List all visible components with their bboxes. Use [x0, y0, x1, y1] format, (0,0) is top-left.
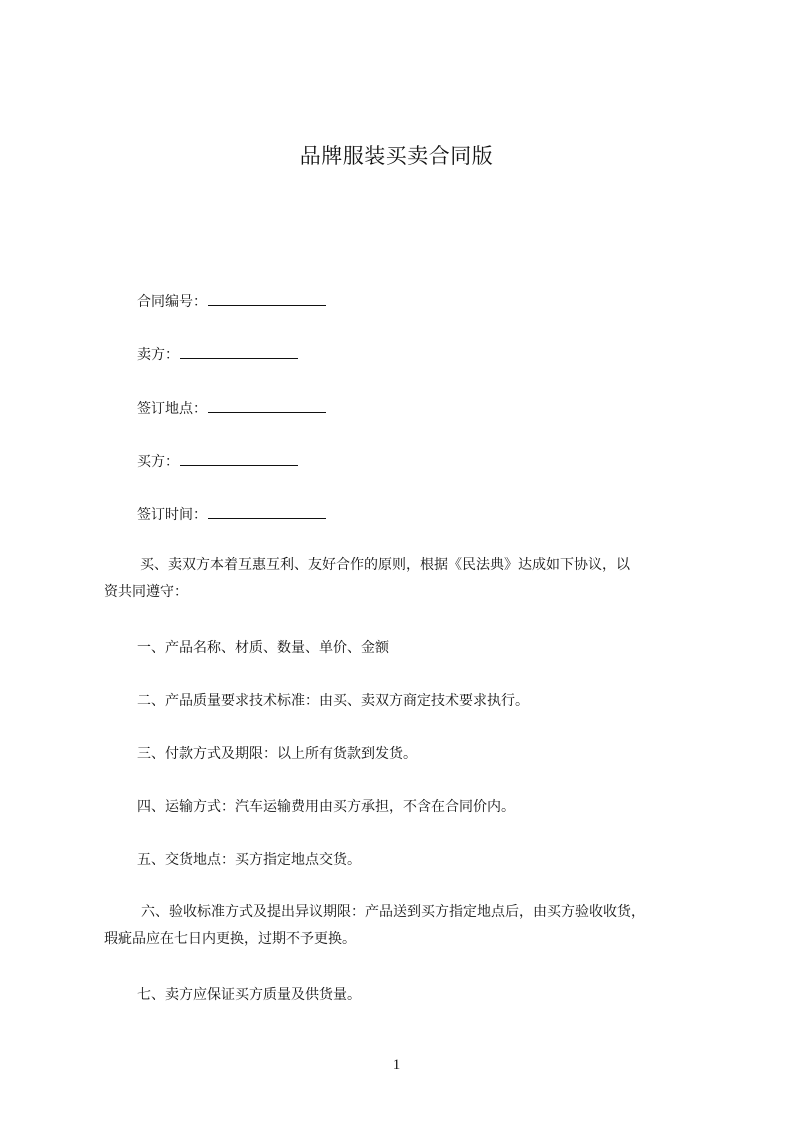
clause-6-line-2: 瑕疵品应在七日内更换，过期不予更换。	[104, 931, 356, 947]
clause-7: 七、卖方应保证买方质量及供货量。	[137, 987, 361, 1003]
clause-4: 四、运输方式：汽车运输费用由买方承担，不含在合同价内。	[137, 799, 515, 815]
seller-blank	[180, 344, 298, 359]
preamble-line-1: 买、卖双方本着互惠互利、友好合作的原则，根据《民法典》达成如下协议，以	[140, 557, 630, 573]
signing-time-blank	[208, 504, 326, 519]
field-seller	[137, 344, 298, 365]
contract-number-blank	[208, 291, 326, 306]
buyer-blank	[180, 451, 298, 466]
clause-1: 一、产品名称、材质、数量、单价、金额	[137, 640, 389, 656]
clause-6-line-1: 六、验收标准方式及提出异议期限：产品送到买方指定地点后，由买方验收收货，	[141, 904, 645, 920]
preamble-paragraph	[104, 552, 704, 606]
clause-3: 三、付款方式及期限：以上所有货款到发货。	[137, 746, 417, 762]
preamble-line-2: 资共同遵守：	[104, 584, 188, 600]
field-buyer	[137, 451, 298, 472]
field-label: 买方：	[137, 454, 179, 470]
field-label: 卖方：	[137, 347, 179, 363]
clause-2: 二、产品质量要求技术标准：由买、卖双方商定技术要求执行。	[137, 693, 529, 709]
clause-6	[104, 899, 704, 953]
field-signing-time	[137, 504, 326, 525]
page-number: 1	[392, 1057, 401, 1073]
signing-place-blank	[208, 398, 326, 413]
field-label: 签订地点：	[137, 401, 207, 417]
field-contract-number	[137, 291, 326, 312]
field-signing-place	[137, 398, 326, 419]
field-label: 合同编号：	[137, 294, 207, 310]
clause-5: 五、交货地点：买方指定地点交货。	[137, 852, 361, 868]
page-title: 品牌服装买卖合同版	[299, 144, 494, 168]
field-label: 签订时间：	[137, 507, 207, 523]
